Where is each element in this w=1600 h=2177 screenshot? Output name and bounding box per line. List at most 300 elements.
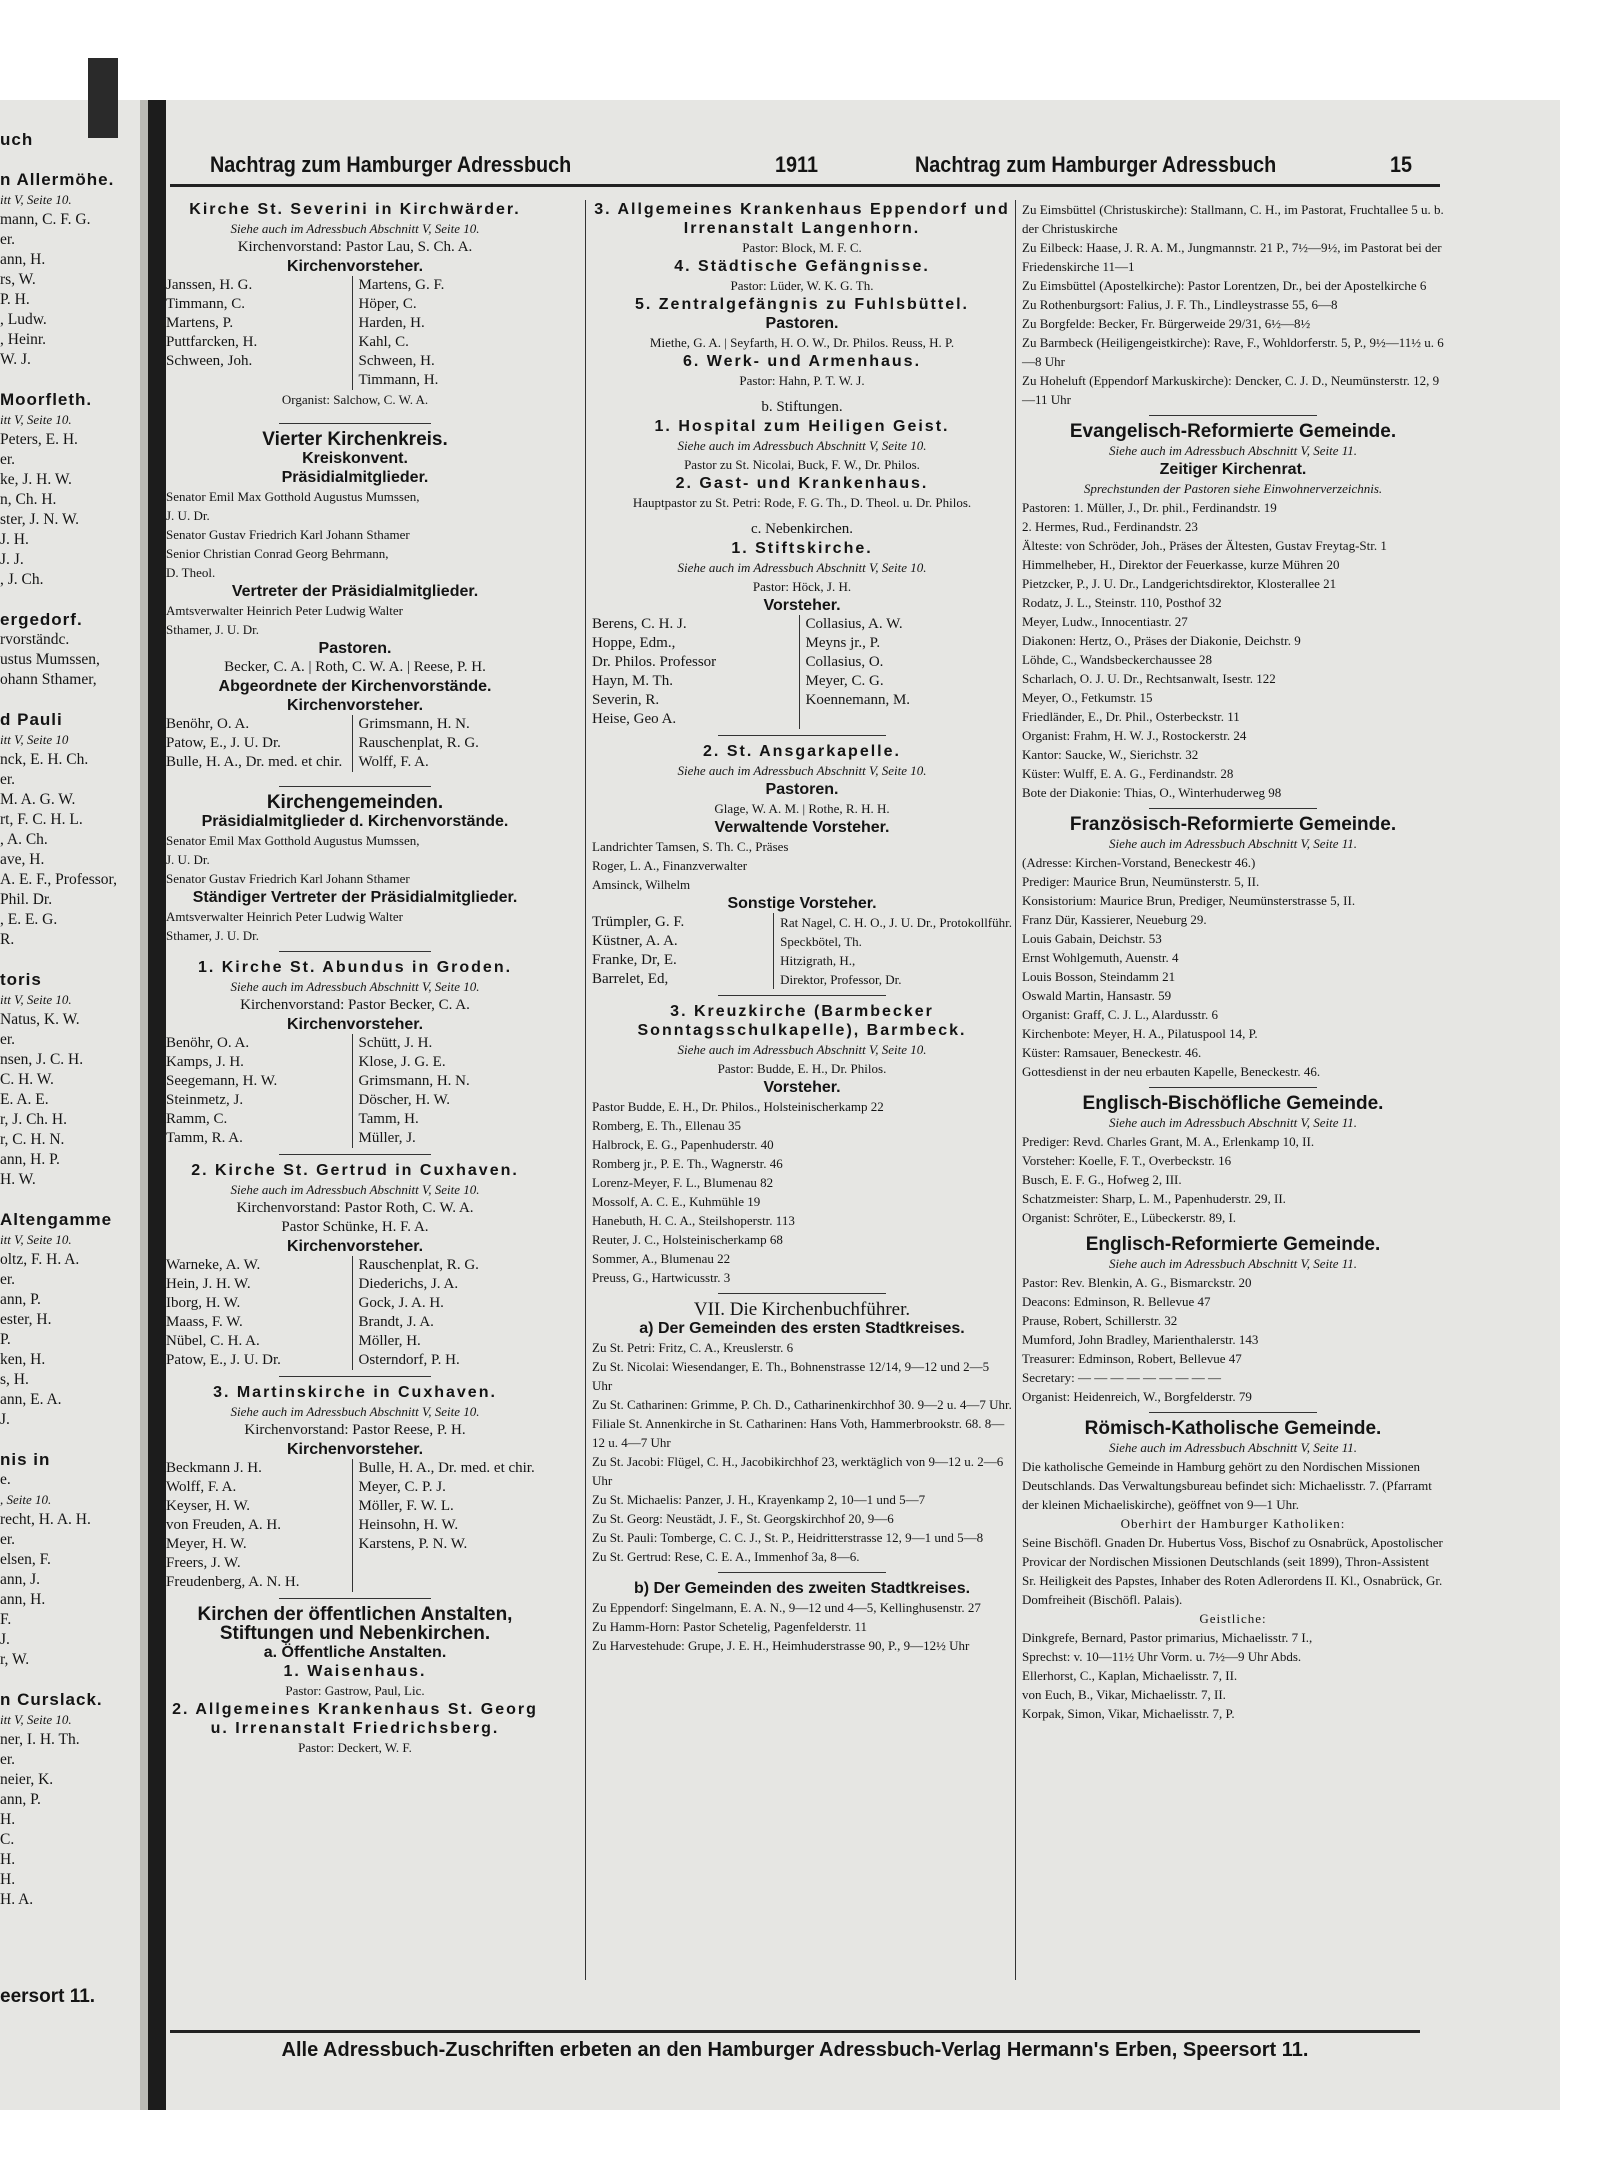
list-item: Prediger: Revd. Charles Grant, M. A., Erlenkamp 10, II. bbox=[1022, 1134, 1315, 1149]
list-item: Keyser, H. W. bbox=[166, 1498, 250, 1514]
fragment-line: J. J. bbox=[0, 551, 24, 568]
list-item: Freers, J. W. bbox=[166, 1555, 241, 1571]
list-item: Oswald Martin, Hansastr. 59 bbox=[1022, 988, 1172, 1003]
list-item: Zu St. Petri: Fritz, C. A., Kreuslerstr. 6 bbox=[592, 1340, 794, 1355]
list-item: Rodatz, J. L., Steinstr. 110, Posthof 32 bbox=[1022, 595, 1222, 610]
top-margin bbox=[0, 0, 1600, 60]
fragment-line: , E. E. G. bbox=[0, 911, 58, 928]
list-item: Grimsmann, H. N. bbox=[358, 716, 470, 732]
list-item: Warneke, A. W. bbox=[166, 1257, 261, 1273]
list-item: Heise, Geo A. bbox=[592, 711, 677, 727]
list-item: Romberg, E. Th., Ellenau 35 bbox=[592, 1118, 741, 1133]
text-list bbox=[166, 487, 544, 582]
fragment-line: d Pauli bbox=[0, 710, 63, 729]
list-item: Maass, F. W. bbox=[166, 1314, 243, 1330]
fragment-line: Peters, E. H. bbox=[0, 431, 78, 448]
text-list bbox=[166, 601, 544, 639]
list-item: Höper, C. bbox=[358, 296, 417, 312]
text-list bbox=[592, 913, 773, 989]
list-item: Barrelet, Ed, bbox=[592, 971, 669, 987]
text-list bbox=[1022, 1273, 1444, 1406]
section-title: Englisch-Bischöfliche Gemeinde. bbox=[1082, 1093, 1384, 1114]
pastor: Pastor: Gastrow, Paul, Lic. bbox=[285, 1683, 425, 1698]
list-item: Louis Bosson, Steindamm 21 bbox=[1022, 969, 1176, 984]
list-item: Pietzcker, P., J. U. Dr., Landgerichtsdirektor, Klosterallee 21 bbox=[1022, 576, 1337, 591]
fragment-line: nsen, J. C. H. bbox=[0, 1051, 84, 1068]
list-item: Gottesdienst in der neu erbauten Kapelle, Beneckestr. 46. bbox=[1022, 1064, 1321, 1079]
list-item: Mumford, John Bradley, Marienthalerstr. 143 bbox=[1022, 1332, 1259, 1347]
subsection-title: Kirchenvorsteher. bbox=[286, 1441, 424, 1458]
subsection-title: Kirchenvorsteher. bbox=[286, 1016, 424, 1033]
fragment-line: itt V, Seite 10 bbox=[0, 732, 69, 747]
fragment-line bbox=[0, 370, 140, 390]
list-item: Reuter, J. C., Holsteinischerkamp 68 bbox=[592, 1232, 783, 1247]
fragment-line: H. bbox=[0, 1811, 16, 1828]
list-item: Zu Eilbeck: Haase, J. R. A. M., Jungmannstr. 21 P., 7½—9½, im Pastorat bei der Friedenskirche 11—1 bbox=[1022, 240, 1442, 274]
fragment-line: n, Ch. H. bbox=[0, 491, 57, 508]
fragment-line: Moorfleth. bbox=[0, 390, 93, 409]
reference-note: Siehe auch im Adressbuch Abschnitt V, Seite 10. bbox=[677, 560, 927, 575]
section-title: 2. Kirche St. Gertrud in Cuxhaven. bbox=[191, 1162, 519, 1179]
fragment-line: er. bbox=[0, 1531, 16, 1548]
list-item: Schween, H. bbox=[358, 353, 435, 369]
fragment-line: ster, J. N. W. bbox=[0, 511, 80, 528]
list-item: Amsinck, Wilhelm bbox=[592, 877, 691, 892]
kirchenvorstand: Pastor Schünke, H. F. A. bbox=[281, 1219, 429, 1235]
list-item: Kamps, J. H. bbox=[166, 1054, 244, 1070]
fragment-line: Altengamme bbox=[0, 1210, 113, 1229]
fragment-line: ner, I. H. Th. bbox=[0, 1731, 80, 1748]
list-item: Prause, Robert, Schillerstr. 32 bbox=[1022, 1313, 1178, 1328]
page-number: 15 bbox=[1390, 152, 1413, 177]
fragment-line: er. bbox=[0, 231, 16, 248]
section-title: b. Stiftungen. bbox=[761, 399, 843, 415]
subsection-title: Vertreter der Präsidialmitglieder. bbox=[231, 583, 479, 600]
list-item: Hayn, M. Th. bbox=[592, 673, 673, 689]
list-item: Benöhr, O. A. bbox=[166, 1035, 250, 1051]
name-table bbox=[166, 1256, 544, 1370]
list-item: von Euch, B., Vikar, Michaelisstr. 7, II. bbox=[1022, 1687, 1226, 1702]
fragment-line: er. bbox=[0, 1271, 16, 1288]
list-item: Ellerhorst, C., Kaplan, Michaelisstr. 7, II. bbox=[1022, 1668, 1238, 1683]
section-title: 6. Werk- und Armenhaus. bbox=[682, 353, 922, 370]
list-item: Treasurer: Edminson, Robert, Bellevue 47 bbox=[1022, 1351, 1242, 1366]
text-list bbox=[1022, 498, 1444, 802]
fragment-line: recht, H. A. H. bbox=[0, 1511, 91, 1528]
reference-note: Siehe auch im Adressbuch Abschnitt V, Seite 10. bbox=[677, 1042, 927, 1057]
list-item: Scharlach, O. J. U. Dr., Rechtsanwalt, Isestr. 122 bbox=[1022, 671, 1276, 686]
list-item: Korpak, Simon, Vikar, Michaelisstr. 7, P. bbox=[1022, 1706, 1235, 1721]
reference-note: Siehe auch im Adressbuch Abschnitt V, Seite 11. bbox=[1108, 443, 1358, 458]
list-item: Louis Gabain, Deichstr. 53 bbox=[1022, 931, 1162, 946]
column-1 bbox=[166, 200, 544, 1757]
list-item: Pastoren: 1. Müller, J., Dr. phil., Ferdinandstr. 19 bbox=[1022, 500, 1277, 515]
list-item: Zu Hoheluft (Eppendorf Markuskirche): Dencker, C. J. D., Neumünsterstr. 12, 9—11 Uhr bbox=[1022, 373, 1440, 407]
column-2 bbox=[592, 200, 1012, 1655]
list-item: Nübel, C. H. A. bbox=[166, 1333, 260, 1349]
bottom-margin bbox=[0, 2110, 1560, 2177]
subsection-title: Präsidialmitglieder. bbox=[281, 469, 429, 486]
fragment-line: ken, H. bbox=[0, 1351, 46, 1368]
fragment-line: er. bbox=[0, 1751, 16, 1768]
subsection-title: Pastoren. bbox=[765, 781, 839, 798]
fragment-line bbox=[0, 1670, 140, 1690]
section-title: VII. Die Kirchenbuchführer. bbox=[693, 1299, 911, 1320]
list-item: Osterndorf, P. H. bbox=[358, 1352, 460, 1368]
text-list bbox=[166, 907, 544, 945]
fragment-line: itt V, Seite 10. bbox=[0, 992, 72, 1007]
fragment-line: H. A. bbox=[0, 1891, 34, 1908]
fragment-line: itt V, Seite 10. bbox=[0, 412, 72, 427]
list-item: Martens, G. F. bbox=[358, 277, 445, 293]
subsection-title: Zeitiger Kirchenrat. bbox=[1159, 461, 1307, 478]
list-item: Kirchenbote: Meyer, H. A., Pilatuspool 14, P. bbox=[1022, 1026, 1258, 1041]
pastor: Pastor zu St. Nicolai, Buck, F. W., Dr. Philos. bbox=[684, 457, 920, 472]
list-item: Zu St. Gertrud: Rese, C. E. A., Immenhof 3a, 8—6. bbox=[592, 1549, 860, 1564]
kirchenvorstand: Kirchenvorstand: Pastor Becker, C. A. bbox=[240, 997, 470, 1013]
kirchenvorstand: Kirchenvorstand: Pastor Lau, S. Ch. A. bbox=[237, 239, 473, 255]
left-page-fragment bbox=[0, 130, 140, 2090]
list-item: Löhde, C., Wandsbeckerchaussee 28 bbox=[1022, 652, 1213, 667]
fragment-line: ann, P. bbox=[0, 1291, 41, 1308]
fragment-line: E. A. E. bbox=[0, 1091, 49, 1108]
list-item: Senior Christian Conrad Georg Behrmann, bbox=[166, 546, 389, 561]
list-item: Rauschenplat, R. G. bbox=[358, 735, 479, 751]
fragment-line: , Seite 10. bbox=[0, 1492, 52, 1507]
list-item: Vorsteher: Koelle, F. T., Overbeckstr. 16 bbox=[1022, 1153, 1232, 1168]
right-margin bbox=[1560, 0, 1600, 2177]
binding-clip bbox=[88, 58, 118, 138]
fragment-line: ke, J. H. W. bbox=[0, 471, 72, 488]
section-title: 1. Kirche St. Abundus in Groden. bbox=[197, 959, 513, 976]
fragment-line: Natus, K. W. bbox=[0, 1011, 80, 1028]
text-list bbox=[592, 837, 1012, 894]
list-item: Collasius, A. W. bbox=[805, 616, 903, 632]
text-list bbox=[352, 1256, 545, 1370]
text-list bbox=[1022, 853, 1444, 1081]
list-item: Bote der Diakonie: Thias, O., Winterhuderweg 98 bbox=[1022, 785, 1282, 800]
fragment-line: uch bbox=[0, 130, 34, 149]
fragment-line: toris bbox=[0, 970, 42, 989]
list-item: J. U. Dr. bbox=[166, 852, 210, 867]
pastor: Pastor: Höck, J. H. bbox=[752, 579, 852, 594]
text-list bbox=[1022, 1628, 1444, 1723]
list-item: Klose, J. G. E. bbox=[358, 1054, 446, 1070]
fragment-line: W. J. bbox=[0, 351, 31, 368]
gutter bbox=[140, 100, 148, 2110]
list-item: Berens, C. H. J. bbox=[592, 616, 687, 632]
text-list bbox=[352, 1459, 545, 1592]
list-item: Küstner, A. A. bbox=[592, 933, 678, 949]
fragment-line: J. bbox=[0, 1411, 10, 1428]
list-item: Döscher, H. W. bbox=[358, 1092, 450, 1108]
fragment-line: n Allermöhe. bbox=[0, 170, 115, 189]
name-table bbox=[166, 1034, 544, 1148]
name-table bbox=[166, 715, 544, 772]
list-item: Direktor, Professor, Dr. bbox=[780, 972, 902, 987]
fragment-line: , A. Ch. bbox=[0, 831, 48, 848]
subsection-title: Verwaltende Vorsteher. bbox=[714, 819, 890, 836]
text-list bbox=[166, 1034, 352, 1148]
fragment-line: A. E. F., Professor, bbox=[0, 871, 117, 888]
fragment-line bbox=[0, 1190, 140, 1210]
list-item: Hitzigrath, H., bbox=[780, 953, 856, 968]
list-item: Zu Harvestehude: Grupe, J. E. H., Heimhuderstrasse 90, P., 9—12½ Uhr bbox=[592, 1638, 970, 1653]
subsection-title: Ständiger Vertreter der Präsidialmitglieder. bbox=[192, 889, 518, 906]
reference-note: Siehe auch im Adressbuch Abschnitt V, Seite 11. bbox=[1108, 1256, 1358, 1271]
organist: Organist: Salchow, C. W. A. bbox=[281, 392, 429, 407]
subsection-title: Präsidialmitglieder d. Kirchenvorstände. bbox=[201, 813, 509, 830]
text-list bbox=[1022, 200, 1444, 409]
fragment-line: nck, E. H. Ch. bbox=[0, 751, 89, 768]
list-item: Karstens, P. N. W. bbox=[358, 1536, 468, 1552]
pastoren-line: Glage, W. A. M. | Rothe, R. H. H. bbox=[714, 801, 890, 816]
fragment-line: er. bbox=[0, 1031, 16, 1048]
section-title: 3. Martinskirche in Cuxhaven. bbox=[213, 1384, 497, 1401]
list-item: Zu St. Pauli: Tomberge, C. C. J., St. P., Heidritterstrasse 12, 9—1 und 5—8 bbox=[592, 1530, 984, 1545]
fragment-line bbox=[0, 950, 140, 970]
list-item: Zu Eppendorf: Singelmann, E. A. N., 9—12 und 4—5, Kellinghusenstr. 27 bbox=[592, 1600, 981, 1615]
fragment-line: Phil. Dr. bbox=[0, 891, 53, 908]
list-item: Meyer, Ludw., Innocentiastr. 27 bbox=[1022, 614, 1188, 629]
list-item: Zu St. Catharinen: Grimme, P. Ch. D., Catharinenkirchhof 30. 9—2 u. 4—7 Uhr. Filiale St. Annenkirche in St. Catharinen: Hans Voth, Hammerbrookstr. 68. 8—12 u. 4—7 Uhr bbox=[592, 1397, 1012, 1450]
section-title: Kirche St. Severini in Kirchwärder. bbox=[189, 201, 521, 218]
text-list bbox=[592, 1338, 1012, 1566]
list-item: Patow, E., J. U. Dr. bbox=[166, 1352, 281, 1368]
list-item: Romberg jr., P. E. Th., Wagnerstr. 46 bbox=[592, 1156, 783, 1171]
list-item: Gock, J. A. H. bbox=[358, 1295, 444, 1311]
name-table bbox=[592, 615, 1012, 729]
reference-note: Siehe auch im Adressbuch Abschnitt V, Seite 11. bbox=[1108, 836, 1358, 851]
subsection-title: b) Der Gemeinden des zweiten Stadtkreises. bbox=[633, 1580, 971, 1597]
section-title: 3. Kreuzkirche (Barmbecker Sonntagsschulkapelle), Barmbeck. bbox=[637, 1003, 967, 1039]
section-title: 2. Allgemeines Krankenhaus St. Georg u. Irrenanstalt Friedrichsberg. bbox=[172, 1701, 538, 1737]
text-list bbox=[592, 1598, 1012, 1655]
fragment-line: er. bbox=[0, 451, 16, 468]
list-item: Schatzmeister: Sharp, L. M., Papenhuderstr. 29, II. bbox=[1022, 1191, 1286, 1206]
list-item: Ernst Wohlgemuth, Auenstr. 4 bbox=[1022, 950, 1179, 965]
list-item: Zu Borgfelde: Becker, Fr. Bürgerweide 29/31, 6½—8½ bbox=[1022, 316, 1311, 331]
list-item: Lorenz-Meyer, F. L., Blumenau 82 bbox=[592, 1175, 774, 1190]
section-title: 4. Städtische Gefängnisse. bbox=[674, 258, 930, 275]
list-item: Sommer, A., Blumenau 22 bbox=[592, 1251, 731, 1266]
list-item: Franz Dür, Kassierer, Neueburg 29. bbox=[1022, 912, 1207, 927]
subsection-title: Oberhirt der Hamburger Katholiken: bbox=[1120, 1516, 1346, 1531]
list-item: Kantor: Saucke, W., Sierichstr. 32 bbox=[1022, 747, 1199, 762]
pastor: Pastor: Deckert, W. F. bbox=[298, 1740, 412, 1755]
pastoren-line: Becker, C. A. | Roth, C. W. A. | Reese, P. H. bbox=[224, 659, 486, 675]
list-item: Steinmetz, J. bbox=[166, 1092, 244, 1108]
list-item: Tamm, R. A. bbox=[166, 1130, 243, 1146]
list-item: Wolff, F. A. bbox=[166, 1479, 237, 1495]
fragment-line: mann, C. F. G. bbox=[0, 211, 91, 228]
fragment-line: ann, H. bbox=[0, 251, 46, 268]
reference-note: Siehe auch im Adressbuch Abschnitt V, Seite 10. bbox=[230, 1182, 480, 1197]
fragment-line: itt V, Seite 10. bbox=[0, 1232, 72, 1247]
fragment-line: ann, H. bbox=[0, 1591, 46, 1608]
fragment-line: F. bbox=[0, 1611, 12, 1628]
kirchenvorstand: Kirchenvorstand: Pastor Reese, P. H. bbox=[244, 1422, 466, 1438]
list-item: J. U. Dr. bbox=[166, 508, 210, 523]
list-item: Zu St. Georg: Neustädt, J. F., St. Georgskirchhof 20, 9—6 bbox=[592, 1511, 894, 1526]
subsection-title: Sonstige Vorsteher. bbox=[727, 895, 877, 912]
list-item: Möller, F. W. L. bbox=[358, 1498, 454, 1514]
note: Sprechstunden der Pastoren siehe Einwohnerverzeichnis. bbox=[1083, 481, 1383, 496]
list-item: Senator Gustav Friedrich Karl Johann Sthamer bbox=[166, 871, 410, 886]
fragment-line: itt V, Seite 10. bbox=[0, 1712, 72, 1727]
subsection-title: Kreiskonvent. bbox=[302, 450, 408, 467]
column-rule bbox=[585, 200, 586, 1980]
reference-note: Siehe auch im Adressbuch Abschnitt V, Seite 10. bbox=[677, 438, 927, 453]
list-item: Landrichter Tamsen, S. Th. C., Präses bbox=[592, 839, 789, 854]
fragment-line: R. bbox=[0, 931, 15, 948]
list-item: Collasius, O. bbox=[805, 654, 884, 670]
fragment-line: rvorständc. bbox=[0, 631, 70, 648]
list-item: Hoppe, Edm., bbox=[592, 635, 676, 651]
subsection-title: Kirchenvorsteher. bbox=[286, 1238, 424, 1255]
text-list bbox=[592, 615, 799, 729]
fragment-line: H. bbox=[0, 1851, 16, 1868]
list-item: Müller, J. bbox=[358, 1130, 416, 1146]
list-item: Deacons: Edminson, R. Bellevue 47 bbox=[1022, 1294, 1211, 1309]
page-footer: Alle Adressbuch-Zuschriften erbeten an den Hamburger Adressbuch-Verlag Hermann's Erben, Speersort 11. bbox=[170, 2030, 1420, 2069]
list-item: Hanebuth, H. C. A., Steilshoperstr. 113 bbox=[592, 1213, 795, 1228]
list-item: Mossolf, A. C. E., Kuhmühle 19 bbox=[592, 1194, 761, 1209]
list-item: Iborg, H. W. bbox=[166, 1295, 241, 1311]
list-item: Organist: Graff, C. J. L., Alardusstr. 6 bbox=[1022, 1007, 1218, 1022]
section-title: 5. Zentralgefängnis zu Fuhlsbüttel. bbox=[634, 296, 969, 313]
list-item: Pastor: Rev. Blenkin, A. G., Bismarckstr. 20 bbox=[1022, 1275, 1252, 1290]
list-item: Zu Eimsbüttel (Christuskirche): Stallmann, C. H., im Pastorat, Fruchtallee 5 u. b. der Christuskirche bbox=[1022, 202, 1444, 236]
text-list bbox=[166, 1256, 352, 1370]
list-item: Kahl, C. bbox=[358, 334, 409, 350]
fragment-line: e. bbox=[0, 1471, 11, 1488]
list-item: Friedländer, E., Dr. Phil., Osterbeckstr. 11 bbox=[1022, 709, 1240, 724]
column-3 bbox=[1022, 200, 1444, 1723]
subsection-title: Kirchenvorsteher. bbox=[286, 697, 424, 714]
list-item: Ramm, C. bbox=[166, 1111, 228, 1127]
fragment-line: H. bbox=[0, 1871, 16, 1888]
fragment-line bbox=[0, 690, 140, 710]
list-item: Seine Bischöfl. Gnaden Dr. Hubertus Voss, Bischof zu Osnabrück, Apostolischer Provicar der Nordischen Missionen Deutschlands (seit 1899), Thron-Assistent Sr. Heiligkeit des Papstes, Inhaber des Roten Adlerordens II. Kl., Osnabrück, Gr. Domfreiheit (Bischöfl. Palais). bbox=[1022, 1535, 1443, 1607]
section-title: 3. Allgemeines Krankenhaus Eppendorf und Irrenanstalt Langenhorn. bbox=[594, 201, 1010, 237]
section-title: 2. St. Ansgarkapelle. bbox=[703, 743, 901, 760]
fragment-line: itt V, Seite 10. bbox=[0, 192, 72, 207]
subsection-title: Abgeordnete der Kirchenvorstände. bbox=[218, 678, 492, 695]
section-title: 2. Gast- und Krankenhaus. bbox=[675, 475, 929, 492]
list-item: Dinkgrefe, Bernard, Pastor primarius, Michaelisstr. 7 I., bbox=[1022, 1630, 1313, 1645]
reference-note: Siehe auch im Adressbuch Abschnitt V, Seite 10. bbox=[230, 979, 480, 994]
section-title: Kirchen der öffentlichen Anstalten, Stiftungen und Nebenkirchen. bbox=[197, 1604, 513, 1644]
list-item: Heinsohn, H. W. bbox=[358, 1517, 459, 1533]
text-list bbox=[1022, 1132, 1444, 1227]
list-item: D. Theol. bbox=[166, 565, 216, 580]
header-title-right: Nachtrag zum Hamburger Adressbuch bbox=[915, 152, 1277, 177]
list-item: Puttfarcken, H. bbox=[166, 334, 258, 350]
left-page-footer: eersort 11. bbox=[0, 1986, 96, 2007]
fragment-line: ergedorf. bbox=[0, 610, 83, 629]
pastoren-line: Miethe, G. A. | Seyfarth, H. O. W., Dr. Philos. Reuss, H. P. bbox=[649, 335, 955, 350]
page-header bbox=[170, 148, 1440, 187]
list-item: Schween, Joh. bbox=[166, 353, 253, 369]
list-item: Schütt, J. H. bbox=[358, 1035, 433, 1051]
list-item: Roger, L. A., Finanzverwalter bbox=[592, 858, 748, 873]
fragment-line: rs, W. bbox=[0, 271, 36, 288]
fragment-line bbox=[0, 150, 140, 170]
list-item: Grimsmann, H. N. bbox=[358, 1073, 470, 1089]
list-item: Sthamer, J. U. Dr. bbox=[166, 928, 259, 943]
fragment-line: neier, K. bbox=[0, 1771, 54, 1788]
fragment-line: ester, H. bbox=[0, 1311, 52, 1328]
subsection-title: Pastoren. bbox=[765, 315, 839, 332]
section-title: c. Nebenkirchen. bbox=[750, 521, 854, 537]
fragment-line: ann, H. P. bbox=[0, 1151, 60, 1168]
fragment-line: nis in bbox=[0, 1450, 51, 1469]
text-list bbox=[352, 715, 545, 772]
subsection-title: a) Der Gemeinden des ersten Stadtkreises. bbox=[639, 1320, 965, 1337]
fragment-line: r, J. Ch. H. bbox=[0, 1111, 67, 1128]
pastor: Hauptpastor zu St. Petri: Rode, F. G. Th., D. Theol. u. Dr. Philos. bbox=[632, 495, 972, 510]
list-item: Zu St. Jacobi: Flügel, C. H., Jacobikirchhof 23, werktäglich von 9—12 u. 2—6 Uhr bbox=[592, 1454, 1004, 1488]
subsection-title: Pastoren. bbox=[318, 640, 392, 657]
list-item: Diederichs, J. A. bbox=[358, 1276, 459, 1292]
fragment-line: er. bbox=[0, 771, 16, 788]
reference-note: Siehe auch im Adressbuch Abschnitt V, Seite 10. bbox=[230, 1404, 480, 1419]
fragment-line: , Ludw. bbox=[0, 311, 47, 328]
fragment-line: , Heinr. bbox=[0, 331, 47, 348]
list-item: Möller, H. bbox=[358, 1333, 421, 1349]
text-list bbox=[773, 913, 1012, 989]
list-item: Konsistorium: Maurice Brun, Prediger, Neumünsterstrasse 5, II. bbox=[1022, 893, 1356, 908]
list-item: Pastor Budde, E. H., Dr. Philos., Holsteinischerkamp 22 bbox=[592, 1099, 884, 1114]
list-item: Organist: Frahm, H. W. J., Rostockerstr. 24 bbox=[1022, 728, 1247, 743]
list-item: Meyer, C. P. J. bbox=[358, 1479, 446, 1495]
list-item: von Freuden, A. H. bbox=[166, 1517, 281, 1533]
fragment-line: n Curslack. bbox=[0, 1690, 103, 1709]
section-title: Kirchengemeinden. bbox=[266, 792, 444, 813]
list-item: Küster: Ramsauer, Beneckestr. 46. bbox=[1022, 1045, 1202, 1060]
list-item: Sprechst: v. 10—11½ Uhr Vorm. u. 7½—9 Uhr Abds. bbox=[1022, 1649, 1302, 1664]
fragment-line: C. bbox=[0, 1831, 15, 1848]
kirchenvorstand: Kirchenvorstand: Pastor Roth, C. W. A. bbox=[236, 1200, 474, 1216]
text-list bbox=[592, 1097, 1012, 1287]
list-item: Rauschenplat, R. G. bbox=[358, 1257, 479, 1273]
fragment-line: M. A. G. W. bbox=[0, 791, 76, 808]
fragment-line: ann, P. bbox=[0, 1791, 41, 1808]
fragment-line: oltz, F. H. A. bbox=[0, 1251, 80, 1268]
list-item: Senator Emil Max Gotthold Augustus Mumssen, bbox=[166, 833, 420, 848]
list-item: Sthamer, J. U. Dr. bbox=[166, 622, 259, 637]
section-title: Römisch-Katholische Gemeinde. bbox=[1084, 1418, 1382, 1439]
pastor: Pastor: Lüder, W. K. G. Th. bbox=[730, 278, 874, 293]
pastor: Pastor: Block, M. F. C. bbox=[742, 240, 862, 255]
list-item: Severin, R. bbox=[592, 692, 660, 708]
list-item: Speckbötel, Th. bbox=[780, 934, 862, 949]
section-title: Evangelisch-Reformierte Gemeinde. bbox=[1069, 421, 1397, 442]
list-item: Diakonen: Hertz, O., Präses der Diakonie, Deichstr. 9 bbox=[1022, 633, 1301, 648]
reference-note: Siehe auch im Adressbuch Abschnitt V, Seite 10. bbox=[677, 763, 927, 778]
section-title: Vierter Kirchenkreis. bbox=[262, 429, 448, 450]
list-item: Meyns jr., P. bbox=[805, 635, 881, 651]
header-title-left: Nachtrag zum Hamburger Adressbuch bbox=[210, 152, 572, 177]
text-list bbox=[166, 1459, 352, 1592]
list-item: Timmann, C. bbox=[166, 296, 246, 312]
list-item: Amtsverwalter Heinrich Peter Ludwig Walter bbox=[166, 909, 403, 924]
name-table bbox=[592, 913, 1012, 989]
list-item: Martens, P. bbox=[166, 315, 234, 331]
list-item: Zu St. Michaelis: Panzer, J. H., Krayenkamp 2, 10—1 und 5—7 bbox=[592, 1492, 926, 1507]
section-title: 1. Stiftskirche. bbox=[731, 540, 873, 557]
